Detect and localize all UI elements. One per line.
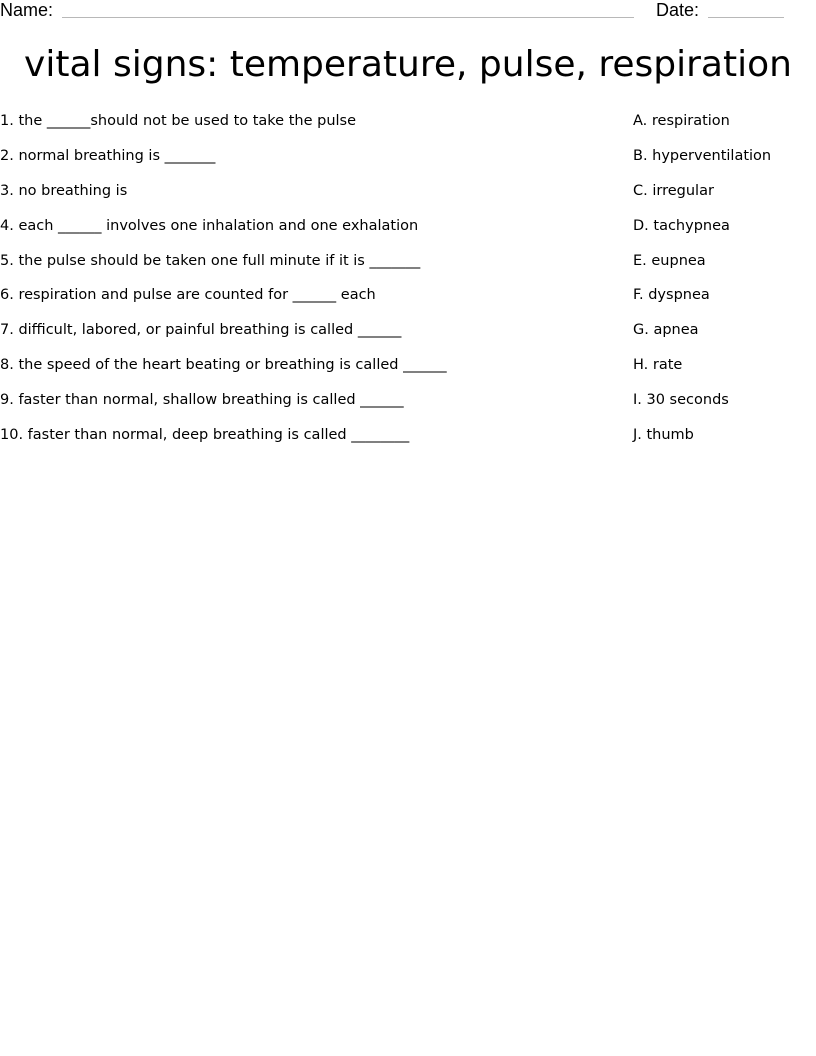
date-label: Date:: [656, 0, 700, 20]
answer-item: G. apnea: [633, 322, 699, 339]
question-item: 7. difficult, labored, or painful breathing is called ______: [0, 322, 402, 339]
answer-item: F. dyspnea: [633, 287, 710, 304]
question-item: 9. faster than normal, shallow breathing is called ______: [0, 392, 404, 409]
name-field[interactable]: [62, 17, 634, 18]
date-field[interactable]: [708, 17, 784, 18]
answer-item: C. irregular: [633, 182, 714, 199]
answer-item: D. tachypnea: [633, 217, 730, 234]
question-item: 3. no breathing is: [0, 182, 128, 199]
answer-item: A. respiration: [633, 113, 730, 129]
question-item: 6. respiration and pulse are counted for ______ each: [0, 287, 376, 304]
answer-item: J. thumb: [633, 427, 694, 444]
answer-item: I. 30 seconds: [633, 392, 729, 409]
question-item: 8. the speed of the heart beating or breathing is called ______: [0, 357, 447, 374]
question-item: 10. faster than normal, deep breathing is called ________: [0, 427, 410, 444]
question-item: 2. normal breathing is _______: [0, 147, 216, 164]
page-title: vital signs: temperature, pulse, respiration: [24, 44, 792, 85]
answer-item: H. rate: [633, 357, 683, 374]
question-list: [0, 111, 600, 460]
answer-item: E. eupnea: [633, 252, 706, 269]
worksheet-header: [0, 0, 816, 24]
name-label: Name:: [0, 0, 54, 20]
answer-item: B. hyperventilation: [633, 147, 772, 164]
question-item: 4. each ______ involves one inhalation and one exhalation: [0, 217, 419, 234]
question-item: 5. the pulse should be taken one full minute if it is _______: [0, 252, 421, 269]
question-item: 1. the ______should not be used to take the pulse: [0, 113, 357, 129]
answer-list: [633, 111, 816, 460]
